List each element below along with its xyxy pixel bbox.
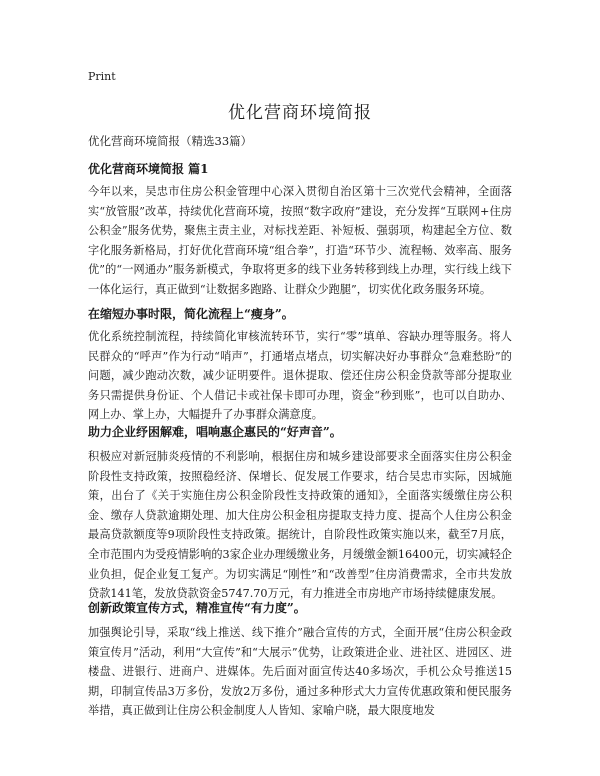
subtitle: 优化营商环境简报（精选33篇） <box>88 134 253 148</box>
section-paragraph: 优化系统控制流程，持续简化审核流转环节，实行“零”填单、容缺办理等服务。将人民群众的“呼声”作为行动“哨声”，打通堵点堵点，切实解决好办事群众“急难愁盼”的问题，减少跑动次数，减少证明要件。退休提取、偿还住房公积金贷款等部分提取业务只需提供身份证、个人借记卡或社保卡即可办理，资金“秒到账”，也可以自助办、网上办、掌上办，大幅提升了办事群众满意度。 <box>88 330 512 422</box>
section-paragraph: 加强舆论引导，采取“线上推送、线下推介”融合宣传的方式，全面开展“住房公积金政策宣传月”活动，利用“大宣传”和“大展示”优势，让政策进企业、进社区、进园区、进楼盘、进银行、进商户、进媒体。先后面对面宣传达40多场次，手机公众号推送15期，印制宣传品3万多份，发放2万多份，通过多种形式大力宣传优惠政策和便民服务举措，真正做到让住房公积金制度人人皆知、家喻户晓，最大限度地发 <box>88 626 512 718</box>
section-heading: 助力企业纾困解难，唱响惠企惠民的“好声音”。 <box>88 425 342 439</box>
page-title: 优化营商环境简报 <box>228 103 372 123</box>
section-heading: 优化营商环境简报 篇1 <box>88 162 209 176</box>
section-heading: 创新政策宣传方式，精准宣传“有力度”。 <box>88 601 306 615</box>
section-paragraph: 今年以来，吴忠市住房公积金管理中心深入贯彻自治区第十三次党代会精神，全面落实“放管服”改革，持续优化营商环境，按照“数字政府”建设，充分发挥“互联网+住房公积金”服务优势，聚焦主责主业，对标找差距、补短板、强弱项，构建起全方位、数字化服务新格局，打好优化营商环境“组合拳”，打造“环节少、流程畅、效率高、服务优”的“一网通办”服务新模式，争取将更多的线下业务转移到线上办理，实行线上线下一体化运行，真正做到“让数据多跑路、让群众少跑腿”，切实优化政务服务环境。 <box>88 185 512 296</box>
section-heading: 在缩短办事时限，简化流程上“瘦身”。 <box>88 307 294 321</box>
print-link[interactable]: Print <box>88 70 116 83</box>
section-paragraph: 积极应对新冠肺炎疫情的不利影响，根据住房和城乡建设部要求全面落实住房公积金阶段性支持政策，按照稳经济、保增长、促发展工作要求，结合吴忠市实际，因城施策，出台了《关于实施住房公积金阶段性支持政策的通知》，全面落实缓缴住房公积金、缴存人贷款逾期处理、加大住房公积金租房提取支持力度、提高个人住房公积金最高贷款额度等9项阶段性支持政策。据统计，自阶段性政策实施以来，截至7月底，全市范围内为受疫情影响的3家企业办理缓缴业务，月缓缴金额16400元，切实减轻企业负担，促企业复工复产。为切实满足“刚性”和“改善型”住房消费需求，全市共发放贷款141笔，发放贷款资金5747.70万元，有力推进全市房地产市场持续健康发展。 <box>88 450 512 601</box>
